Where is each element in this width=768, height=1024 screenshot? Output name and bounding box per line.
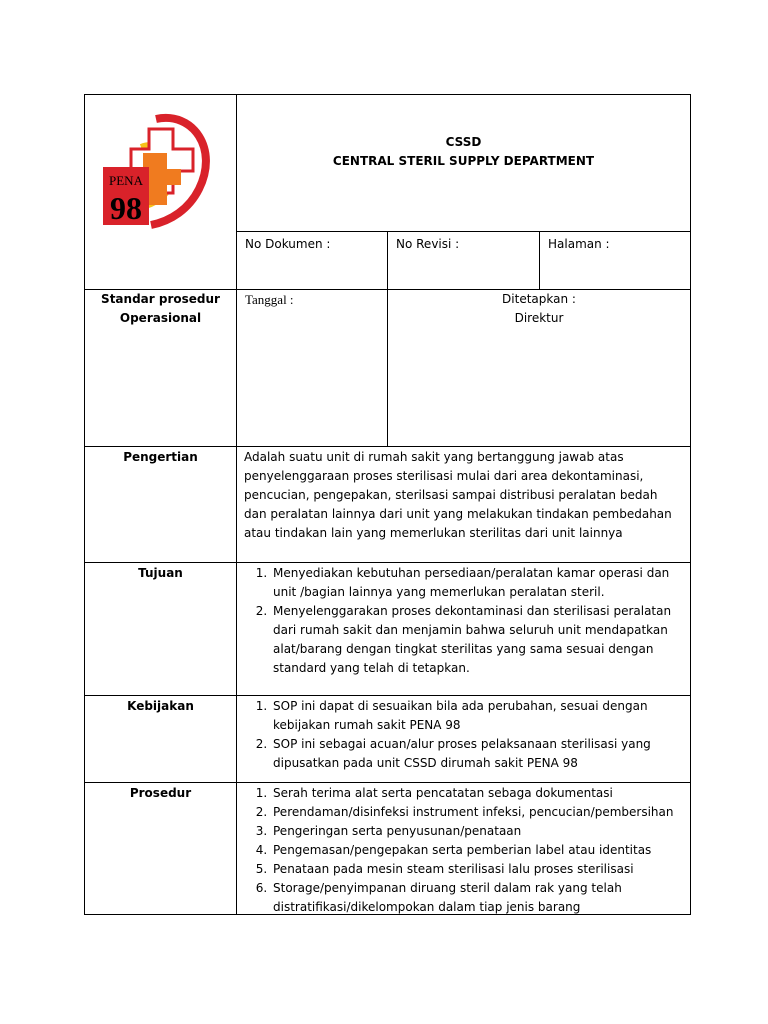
kebijakan-list [237,697,682,773]
ditetapkan-cell [387,289,691,447]
tanggal-cell [236,289,388,447]
kebijakan-list-cell [236,695,691,783]
list-item: 1. Menyediakan kebutuhan persediaan/peralatan kamar operasi dan unit /bagian lainnya yang memerlukan peralatan steril. [271,564,682,602]
logo-text-top: PENA [109,173,143,188]
list-item: 2. Perendaman/disinfeksi instrument infeksi, pencucian/pembersihan [271,803,684,822]
logo-cell [84,94,237,290]
list-item: 2. SOP ini sebagai acuan/alur proses pelaksanaan sterilisasi yang dipusatkan pada unit CSSD dirumah sakit PENA 98 [271,735,682,773]
halaman-label: Halaman : [548,237,610,251]
kebijakan-label-cell [84,695,237,783]
logo-text-bottom: 98 [110,190,142,226]
halaman-cell [539,231,691,290]
ditetapkan-label: Ditetapkan : [502,292,576,306]
title-line-2: CENTRAL STERIL SUPPLY DEPARTMENT [332,154,595,168]
direktur-label: Direktur [514,311,564,325]
list-item: 1. Serah terima alat serta pencatatan sebaga dokumentasi [271,784,684,803]
tanggal-label: Tanggal : [245,292,294,307]
list-item: 1. SOP ini dapat di sesuaikan bila ada perubahan, sesuai dengan kebijakan rumah sakit PENA 98 [271,697,682,735]
list-item: 4. Pengemasan/pengepakan serta pemberian label atau identitas [271,841,684,860]
prosedur-label: Prosedur [129,786,192,800]
sop-label-line-2: Operasional [119,311,202,325]
list-item: 6. Storage/penyimpanan diruang steril dalam rak yang telah distratifikasi/dikelompokan dalam tiap jenis barang [271,879,684,917]
pengertian-label-cell [84,446,237,563]
sop-label-cell [84,289,237,447]
tujuan-list [237,564,682,678]
sop-label-line-1: Standar prosedur [101,292,220,306]
no-revisi-cell [387,231,540,290]
no-revisi-label: No Revisi : [396,237,460,251]
prosedur-list [237,784,684,917]
prosedur-list-cell [236,782,691,915]
tujuan-label: Tujuan [138,566,183,580]
title-cell [236,94,691,232]
list-item: 3. Pengeringan serta penyusunan/penataan [271,822,684,841]
pengertian-label: Pengertian [123,450,198,464]
list-item: 5. Penataan pada mesin steam sterilisasi lalu proses sterilisasi [271,860,684,879]
pena-98-logo [101,109,211,239]
list-item: 2. Menyelenggarakan proses dekontaminasi dan sterilisasi peralatan dari rumah sakit dan menjamin bahwa seluruh unit mendapatkan alat/barang dengan tingkat sterilitas yang sama sesuai dengan standard yang telah di tetapkan. [271,602,682,678]
sop-document [84,94,691,915]
tujuan-label-cell [84,562,237,696]
tujuan-list-cell [236,562,691,696]
pengertian-text-cell [236,446,691,563]
no-dokumen-cell [236,231,388,290]
kebijakan-label: Kebijakan [127,699,194,713]
pengertian-text: Adalah suatu unit di rumah sakit yang bertanggung jawab atas penyelenggaraan proses sterilisasi mulai dari area dekontaminasi, pencucian, pengepakan, sterilsasi sampai distribusi peralatan bedah dan peralatan lainnya dari unit yang melakukan tindakan pembedahan atau tindakan lain yang memerlukan sterilitas dari unit lainnya [244,450,672,540]
no-dokumen-label: No Dokumen : [245,237,331,251]
prosedur-label-cell [84,782,237,915]
title-line-1: CSSD [445,135,482,149]
